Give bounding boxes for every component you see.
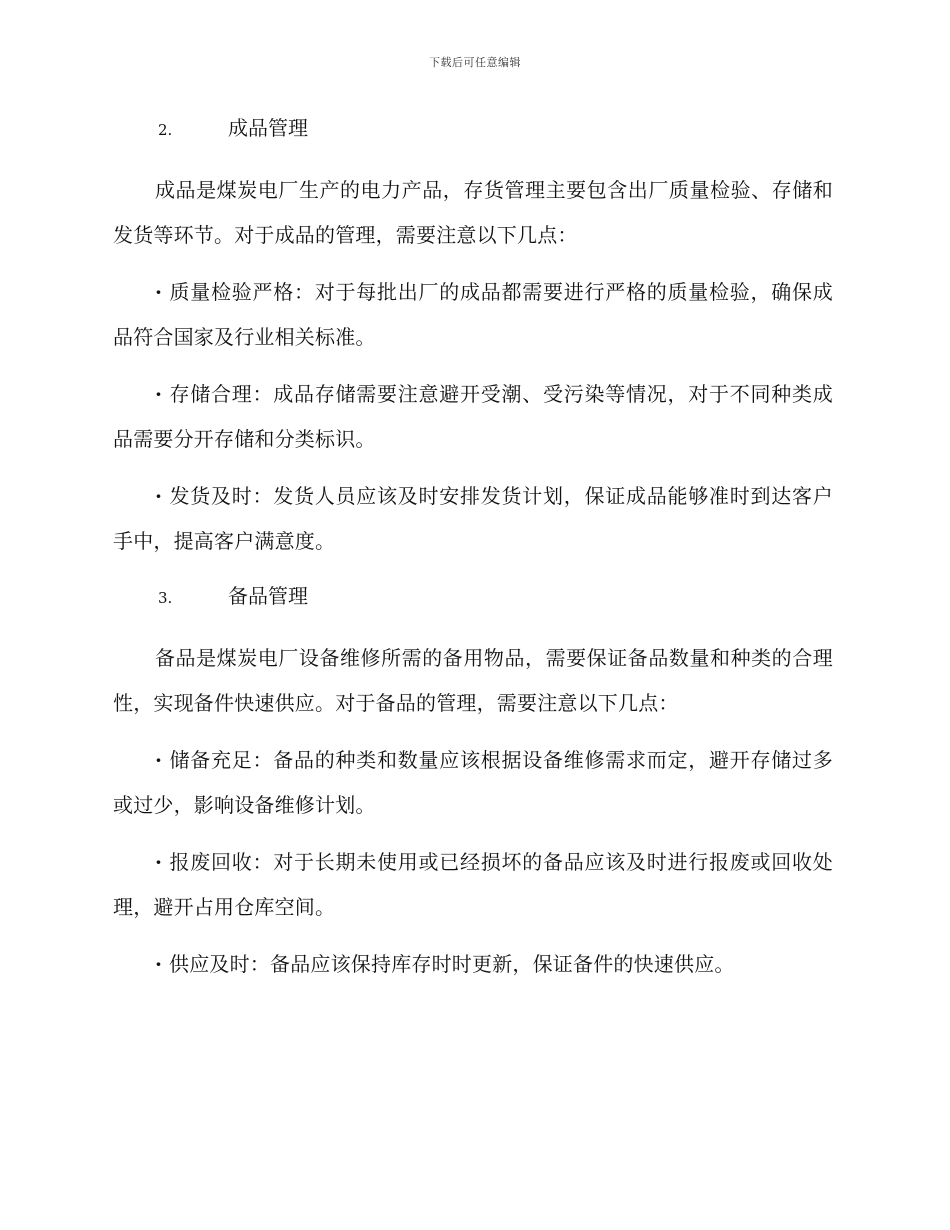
bullet-dot: · <box>155 850 163 874</box>
bullet-item <box>113 942 833 987</box>
bullet-dot: · <box>155 748 163 772</box>
section-heading-finished-goods <box>113 108 833 150</box>
bullet-dot: · <box>155 280 163 304</box>
bullet-item <box>113 474 833 564</box>
bullet-text: 质量检验严格：对于每批出厂的成品都需要进行严格的质量检验，确保成品符合国家及行业相关标准。 <box>113 280 833 349</box>
bullet-text: 储备充足：备品的种类和数量应该根据设备维修需求而定，避开存储过多或过少，影响设备维修计划。 <box>113 748 833 817</box>
bullet-item <box>113 840 833 930</box>
bullet-item <box>113 738 833 828</box>
bullet-text: 存储合理：成品存储需要注意避开受潮、受污染等情况，对于不同种类成品需要分开存储和分类标识。 <box>113 382 833 451</box>
section-intro-paragraph: 成品是煤炭电厂生产的电力产品，存货管理主要包含出厂质量检验、存储和发货等环节。对于成品的管理，需要注意以下几点： <box>113 178 833 247</box>
section-number: 3. <box>158 589 173 607</box>
bullet-text: 发货及时：发货人员应该及时安排发货计划，保证成品能够准时到达客户手中，提高客户满意度。 <box>113 484 833 553</box>
bullet-text: 报废回收：对于长期未使用或已经损坏的备品应该及时进行报废或回收处理，避开占用仓库空间。 <box>113 850 833 919</box>
section-number: 2. <box>158 121 173 139</box>
header-note: 下载后可任意编辑 <box>429 56 521 69</box>
bullet-dot: · <box>155 382 163 406</box>
bullet-dot: · <box>155 952 163 976</box>
bullet-text: 供应及时：备品应该保持库存时时更新，保证备件的快速供应。 <box>169 952 735 976</box>
bullet-item <box>113 372 833 462</box>
bullet-dot: · <box>155 484 163 508</box>
section-intro-paragraph: 备品是煤炭电厂设备维修所需的备用物品，需要保证备品数量和种类的合理性，实现备件快速供应。对于备品的管理，需要注意以下几点： <box>113 646 833 715</box>
document-body <box>113 108 833 999</box>
bullet-item <box>113 270 833 360</box>
section-title: 备品管理 <box>228 584 308 608</box>
section-title: 成品管理 <box>228 116 308 140</box>
section-heading-spare-parts <box>113 576 833 618</box>
